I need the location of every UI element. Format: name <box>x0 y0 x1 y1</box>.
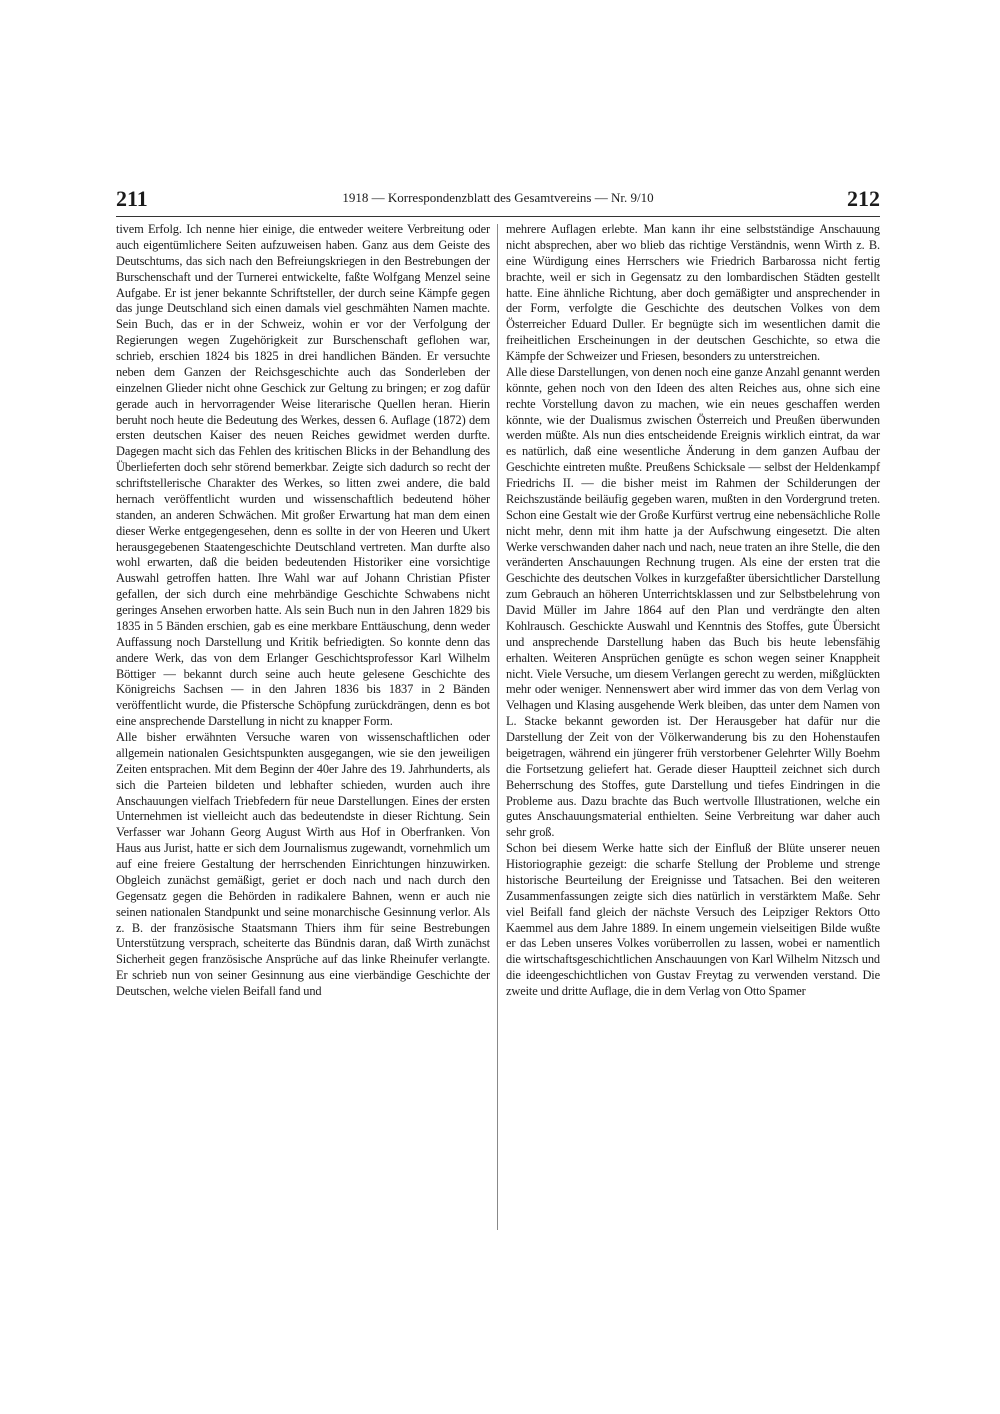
left-column <box>116 222 490 1000</box>
running-header <box>116 186 880 216</box>
paragraph: Alle diese Darstellungen, von denen noch eine ganze Anzahl genannt werden könnte, gehen noch von den Ideen des alten Reiches aus, ohne sich eine rechte Vorstellung davon zu machen, wie ein neues geschaffen werden könnte, wie der Dualismus zwischen Österreich und Preußen überwunden werden müßte. Als nun dies entscheidende Ereignis wirklich eintrat, da war es natürlich, daß eine wesentliche Änderung in dem ganzen Aufbau der Geschichte eintreten mußte. Preußens Schicksale — selbst der Heldenkampf Friedrichs II. — die bisher meist im Rahmen der Schilderungen der Reichszustände beiläufig gegeben waren, mußten in den Vordergrund treten. Schon eine Gestalt wie der Große Kurfürst vertrug eine nebensächliche Rolle nicht mehr, denn mit ihm hatte ja der Aufschwung eingesetzt. Die alten Werke verschwanden daher nach und nach, neue traten an ihre Stelle, die den veränderten Anschauungen Rechnung trugen. Als eine der ersten trat die Geschichte des deutschen Volkes in kurzgefaßter übersichtlicher Darstellung zum Gebrauch an höheren Unterrichtsklassen und zur Selbstbelehrung von David Müller im Jahre 1864 auf den Plan und verdrängte den alten Kohlrausch. Geschickte Auswahl und Kenntnis des Stoffes, gute Übersicht und ansprechende Darstellung haben das Buch bis heute lebensfähig erhalten. Weiteren Ansprüchen genügte es schon wegen seiner Knappheit nicht. Viele Versuche, um diesem Verlangen gerecht zu werden, mißglückten mehr oder weniger. Nennenswert aber wird immer das von dem Verlag von Velhagen und Klasing ausgehende Werk bleiben, das unter dem Namen von L. Stacke bekannt geworden ist. Der Herausgeber hat dafür nur die Darstellung der Zeit von der Völkerwanderung bis zu den Hohenstaufen beigetragen, während ein jüngerer früh verstorbener Gelehrter Willy Boehm die Fortsetzung geliefert hat. Gerade dieser Hauptteil zeichnet sich durch Beherrschung des Stoffes, gute Darstellung und tiefes Eindringen in die Probleme aus. Dazu brachte das Buch wertvolle Illustrationen, welche ein gutes Anschauungsmaterial enthielten. Seine Verbreitung war daher auch sehr groß. <box>506 364 880 840</box>
paragraph: Schon bei diesem Werke hatte sich der Einfluß der Blüte unserer neuen Historiographie gezeigt: die scharfe Stellung der Probleme und strenge historische Beurteilung der Ereignisse und Tatsachen. Bei den weiteren Zusammenfassungen zeigte sich dies natürlich in verstärktem Maße. Sehr viel Beifall fand gleich der nächste Versuch des Leipziger Rektors Otto Kaemmel aus dem Jahre 1889. In einem ungemein vielseitigen Bilde wußte er das Leben unseres Volkes vorüberrollen zu lassen, wobei er namentlich die wirtschaftsgeschichtlichen Anschauungen von Karl Wilhelm Nitzsch und die ideengeschichtlichen von Gustav Freytag zu verwenden verstand. Die zweite und dritte Auflage, die in dem Verlag von Otto Spamer <box>506 841 880 998</box>
header-rule <box>116 216 880 217</box>
page-number-left: 211 <box>116 186 148 211</box>
right-column <box>506 222 880 1000</box>
column-divider <box>497 224 498 1230</box>
paragraph: mehrere Auflagen erlebte. Man kann ihr eine selbstständige Anschauung nicht absprechen, aber wo blieb das richtige Verständnis, wenn Wirth z. B. eine Würdigung eines Herrschers wie Friedrich Barbarossa nicht fertig brachte, weil er sich in Gegensatz zu den lombardischen Städten gestellt hatte. Eine ähnliche Richtung, aber doch gemäßigter und ansprechender in der Form, verfolgte die Geschichte des deutschen Volkes von dem Österreicher Eduard Duller. Er begnügte sich im wesentlichen damit die freiheitlichen Erscheinungen in der deutschen Geschichte, so etwa die Kämpfe der Schweizer und Friesen, besonders zu unterstreichen. <box>506 222 880 363</box>
paragraph: Alle bisher erwähnten Versuche waren von wissenschaftlichen oder allgemein nationalen Gesichtspunkten ausgegangen, wie sie den jeweiligen Zeiten entsprachen. Mit dem Beginn der 40er Jahre des 19. Jahrhunderts, als sich die Parteien bildeten und lebhafter schieden, wurden auch ihre Anschauungen vielfach Triebfedern für neue Darstellungen. Eines der ersten Unternehmen ist vielleicht auch das bedeutendste in dieser Richtung. Sein Verfasser war Johann Georg August Wirth aus Hof in Oberfranken. Von Haus aus Jurist, hatte er sich dem Journalismus zugewandt, vornehmlich um auf eine freiere Gestaltung der herrschenden Einrichtungen hinzuwirken. Obgleich zunächst gemäßigt, geriet er doch nach und nach durch den Gegensatz gegen die Behörden in radikalere Bahnen, wenn er auch nie seinen nationalen Standpunkt und seine monarchische Gesinnung verlor. Als z. B. der französische Staatsmann Thiers ihm für seine Bestrebungen Unterstützung versprach, scheiterte das Bündnis daran, daß Wirth zunächst Sicherheit gegen französische Ansprüche auf das linke Rheinufer verlangte. Er schrieb nun von seiner Gesinnung aus eine vierbändige Geschichte der Deutschen, welche vielen Beifall fand und <box>116 730 490 998</box>
page-number-right: 212 <box>847 186 880 211</box>
running-title: 1918 — Korrespondenzblatt des Gesamtvereins — Nr. 9/10 <box>342 190 654 205</box>
paragraph: tivem Erfolg. Ich nenne hier einige, die entweder weitere Verbreitung oder auch eigentümlichere Seiten aufzuweisen haben. Ganz aus dem Geiste des Deutschtums, das sich nach den Befreiungskriegen in den Bestrebungen der Burschenschaft und der Turnerei entwickelte, faßte Wolfgang Menzel seine Aufgabe. Er ist jener bekannte Schriftsteller, der durch seine Kämpfe gegen das junge Deutschland sich einen damals viel geschmähten Namen machte. Sein Buch, das er in der Schweiz, wohin er vor der Verfolgung der Regierungen wegen Zugehörigkeit zur Burschenschaft geflohen war, schrieb, erschien 1824 bis 1825 in drei handlichen Bänden. Er versuchte neben dem Ganzen der Reichsgeschichte auch das Sonderleben der einzelnen Glieder nicht ohne Geschick zur Geltung zu bringen; er zog dafür gerade auch in hervorragender Weise literarische Quellen heran. Hierin beruht noch heute die Bedeutung des Werkes, dessen 6. Auflage (1872) dem ersten deutschen Kaiser des neuen Reiches gewidmet werden durfte. Dagegen macht sich das Fehlen des kritischen Blicks in der Behandlung des Überlieferten doch sehr störend bemerkbar. Zeigte sich dadurch so recht der schriftstellerische Charakter des Werkes, so litten zwei andere, die bald hernach veröffentlicht wurden und wissenschaftlich bedeutend höher standen, an anderen Schwächen. Mit großer Erwartung hat man dem einen dieser Werke entgegengesehen, denn es sollte in der von Heeren und Ukert herausgegebenen Staatengeschichte Deutschland vertreten. Man durfte also wohl erwarten, daß die beiden bedeutenden Historiker eine vorsichtige Auswahl getroffen hatten. Ihre Wahl war auf Johann Christian Pfister gefallen, der sich durch eine mehrbändige Geschichte Schwabens nicht geringes Ansehen erworben hatte. Als sein Buch nun in den Jahren 1829 bis 1835 in 5 Bänden erschien, gab es eine merkbare Enttäuschung, denn weder Auffassung noch Darstellung und Kritik befriedigten. So konnte denn das andere Werk, das von dem Erlanger Geschichtsprofessor Karl Wilhelm Böttiger — bekannt durch seine auch heute gelesene Geschichte des Königreichs Sachsen — in den Jahren 1836 bis 1837 in 2 Bänden veröffentlicht wurde, die Pfistersche Schöpfung zurückdrängen, denn es bot eine ansprechende Darstellung in nicht zu knapper Form. <box>116 222 490 729</box>
